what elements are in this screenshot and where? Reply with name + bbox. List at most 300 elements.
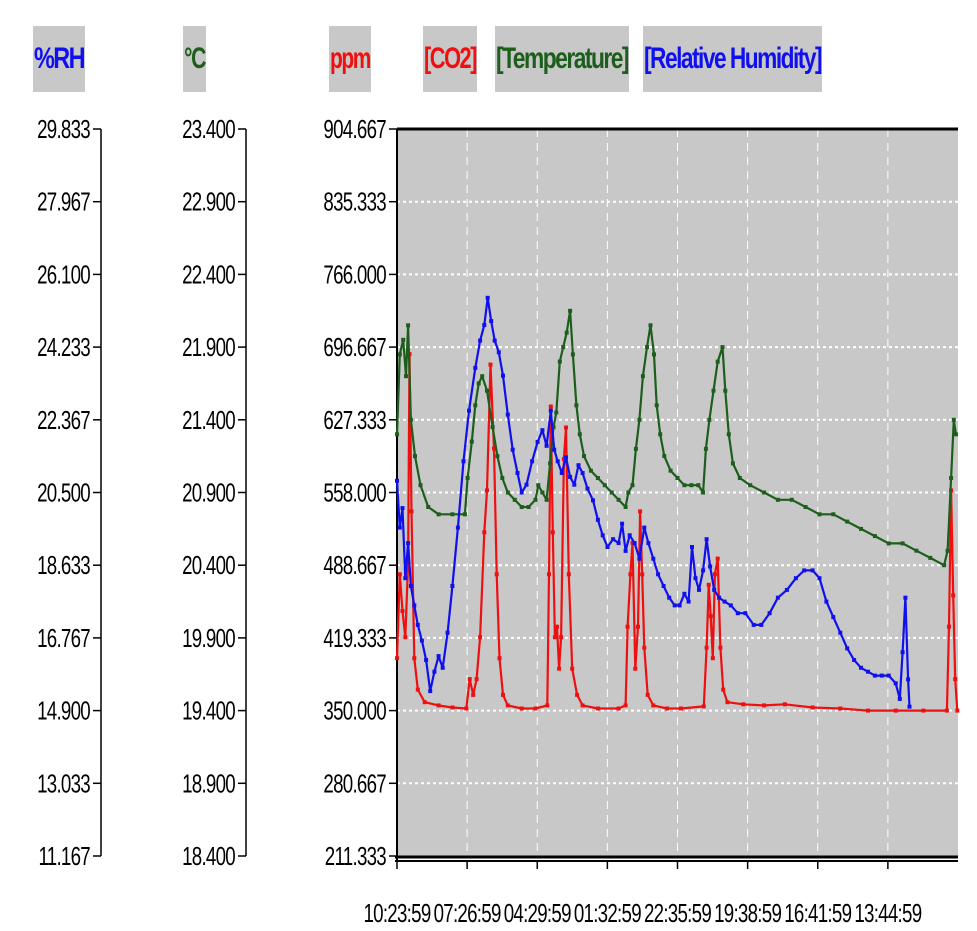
data-point bbox=[947, 625, 951, 629]
data-point bbox=[471, 693, 475, 697]
ppm-tick-label: 904.667 bbox=[323, 113, 386, 144]
data-point bbox=[946, 549, 950, 553]
data-point bbox=[567, 572, 571, 576]
data-point bbox=[575, 693, 579, 697]
data-point bbox=[419, 483, 423, 487]
data-point bbox=[536, 483, 540, 487]
legend-temperature: [Temperature] bbox=[495, 26, 629, 92]
data-point bbox=[548, 461, 552, 465]
ppm-tick-label: 350.000 bbox=[323, 695, 386, 726]
data-point bbox=[501, 693, 505, 697]
data-point bbox=[762, 491, 766, 495]
data-point bbox=[727, 432, 731, 436]
data-point bbox=[450, 512, 454, 516]
data-point bbox=[949, 476, 953, 480]
data-point bbox=[709, 614, 713, 618]
legend-co2: [CO2] bbox=[423, 26, 477, 92]
data-point bbox=[568, 309, 572, 313]
data-point bbox=[759, 623, 763, 627]
data-point bbox=[403, 576, 407, 580]
data-point bbox=[866, 709, 870, 713]
data-point bbox=[489, 363, 493, 367]
data-point bbox=[673, 603, 677, 607]
data-point bbox=[513, 498, 517, 502]
temp-tick-label: 23.400 bbox=[182, 113, 235, 144]
data-point bbox=[497, 350, 501, 354]
data-point bbox=[574, 403, 578, 407]
data-point bbox=[741, 702, 745, 706]
ppm-tick-label: 766.000 bbox=[323, 259, 386, 290]
data-point bbox=[705, 537, 709, 541]
rh-tick-label: 20.500 bbox=[37, 477, 90, 508]
data-point bbox=[716, 360, 720, 364]
data-point bbox=[441, 666, 445, 670]
data-point bbox=[570, 667, 574, 671]
data-point bbox=[545, 703, 549, 707]
data-point bbox=[482, 323, 486, 327]
data-point bbox=[880, 674, 884, 678]
data-point bbox=[729, 603, 733, 607]
x-tick-label: 16:41:59 bbox=[784, 897, 852, 928]
data-point bbox=[626, 625, 630, 629]
data-point bbox=[955, 709, 959, 713]
data-point bbox=[401, 506, 405, 510]
data-point bbox=[645, 345, 649, 349]
data-point bbox=[495, 454, 499, 458]
data-point bbox=[520, 505, 524, 509]
temp-tick-label: 18.400 bbox=[182, 840, 235, 871]
data-point bbox=[636, 625, 640, 629]
data-point bbox=[901, 650, 905, 654]
data-point bbox=[921, 709, 925, 713]
data-point bbox=[591, 498, 595, 502]
data-point bbox=[601, 533, 605, 537]
rh-tick-label: 13.033 bbox=[37, 768, 90, 799]
data-point bbox=[716, 557, 720, 561]
data-point bbox=[545, 444, 549, 448]
data-point bbox=[468, 677, 472, 681]
rh-tick-label: 29.833 bbox=[37, 113, 90, 144]
data-point bbox=[669, 469, 673, 473]
data-point bbox=[762, 703, 766, 707]
data-point bbox=[558, 360, 562, 364]
data-point bbox=[852, 658, 856, 662]
data-point bbox=[432, 670, 436, 674]
data-point bbox=[824, 600, 828, 604]
temp-tick-label: 22.900 bbox=[182, 186, 235, 217]
data-point bbox=[572, 483, 576, 487]
rh-tick-label: 27.967 bbox=[37, 186, 90, 217]
data-point bbox=[838, 707, 842, 711]
data-point bbox=[945, 709, 949, 713]
data-point bbox=[776, 498, 780, 502]
data-point bbox=[536, 440, 540, 444]
data-point bbox=[470, 440, 474, 444]
data-point bbox=[413, 454, 417, 458]
data-point bbox=[721, 345, 725, 349]
data-point bbox=[845, 646, 849, 650]
data-point bbox=[409, 584, 413, 588]
data-point bbox=[705, 646, 709, 650]
data-point bbox=[586, 487, 590, 491]
data-point bbox=[743, 611, 747, 615]
data-point bbox=[501, 374, 505, 378]
data-point bbox=[581, 703, 585, 707]
data-point bbox=[811, 568, 815, 572]
data-point bbox=[631, 483, 635, 487]
data-point bbox=[596, 707, 600, 711]
data-point bbox=[404, 374, 408, 378]
data-point bbox=[412, 656, 416, 660]
data-point bbox=[768, 611, 772, 615]
temp-tick-label: 20.900 bbox=[182, 477, 235, 508]
data-point bbox=[689, 483, 693, 487]
data-point bbox=[552, 448, 556, 452]
data-point bbox=[416, 623, 420, 627]
data-point bbox=[942, 563, 946, 567]
data-point bbox=[908, 705, 912, 709]
rh-tick-label: 22.367 bbox=[37, 404, 90, 435]
data-point bbox=[651, 703, 655, 707]
data-point bbox=[464, 707, 468, 711]
data-point bbox=[725, 700, 729, 704]
data-point bbox=[395, 656, 399, 660]
data-point bbox=[568, 475, 572, 479]
data-point bbox=[485, 389, 489, 393]
data-point bbox=[873, 674, 877, 678]
data-point bbox=[485, 488, 489, 492]
data-point bbox=[665, 707, 669, 711]
data-point bbox=[752, 623, 756, 627]
data-point bbox=[637, 418, 641, 422]
data-point bbox=[818, 512, 822, 516]
data-point bbox=[906, 677, 910, 681]
data-point bbox=[589, 469, 593, 473]
rh-tick-label: 26.100 bbox=[37, 259, 90, 290]
data-point bbox=[491, 425, 495, 429]
temp-tick-label: 22.400 bbox=[182, 259, 235, 290]
data-point bbox=[506, 491, 510, 495]
data-point bbox=[516, 471, 520, 475]
data-point bbox=[638, 509, 642, 513]
data-point bbox=[736, 611, 740, 615]
data-point bbox=[553, 635, 557, 639]
data-point bbox=[500, 476, 504, 480]
rh-tick-label: 14.900 bbox=[37, 695, 90, 726]
data-point bbox=[790, 498, 794, 502]
x-tick-label: 10:23:59 bbox=[363, 897, 431, 928]
data-point bbox=[525, 483, 529, 487]
data-point bbox=[667, 596, 671, 600]
data-point bbox=[477, 381, 481, 385]
data-point bbox=[420, 639, 424, 643]
data-point bbox=[478, 339, 482, 343]
x-tick-label: 01:32:59 bbox=[573, 897, 641, 928]
data-point bbox=[463, 512, 467, 516]
ppm-tick-label: 488.667 bbox=[323, 550, 386, 580]
x-tick-label: 07:26:59 bbox=[433, 897, 501, 928]
data-point bbox=[437, 654, 441, 658]
data-point bbox=[901, 541, 905, 545]
data-point bbox=[859, 666, 863, 670]
data-point bbox=[596, 518, 600, 522]
data-point bbox=[557, 667, 561, 671]
x-tick-label: 13:44:59 bbox=[854, 897, 922, 928]
x-tick-label: 04:29:59 bbox=[503, 897, 571, 928]
data-point bbox=[678, 603, 682, 607]
x-tick-label: 19:38:59 bbox=[714, 897, 782, 928]
data-point bbox=[610, 491, 614, 495]
data-point bbox=[495, 572, 499, 576]
data-point bbox=[628, 572, 632, 576]
data-point bbox=[446, 631, 450, 635]
rh-tick-label: 18.633 bbox=[37, 550, 90, 580]
data-point bbox=[554, 411, 558, 415]
data-point bbox=[398, 526, 402, 530]
data-point bbox=[473, 366, 477, 370]
rh-tick-label: 24.233 bbox=[37, 331, 90, 362]
data-point bbox=[723, 389, 727, 393]
data-point bbox=[559, 635, 563, 639]
data-point bbox=[951, 593, 955, 597]
data-point bbox=[475, 677, 479, 681]
data-point bbox=[694, 576, 698, 580]
data-point bbox=[624, 703, 628, 707]
data-point bbox=[662, 584, 666, 588]
temp-unit-label: °C bbox=[183, 26, 206, 92]
data-point bbox=[804, 505, 808, 509]
data-point bbox=[633, 541, 637, 545]
temp-tick-label: 18.900 bbox=[182, 768, 235, 799]
data-point bbox=[624, 505, 628, 509]
data-point bbox=[894, 681, 898, 685]
data-point bbox=[802, 568, 806, 572]
data-point bbox=[620, 522, 624, 526]
data-point bbox=[581, 471, 585, 475]
data-point bbox=[498, 656, 502, 660]
data-point bbox=[718, 646, 722, 650]
data-point bbox=[845, 520, 849, 524]
rh-tick-label: 11.167 bbox=[38, 840, 90, 871]
data-point bbox=[711, 656, 715, 660]
data-point bbox=[649, 323, 653, 327]
data-point bbox=[794, 576, 798, 580]
data-point bbox=[953, 677, 957, 681]
data-point bbox=[748, 483, 752, 487]
data-point bbox=[406, 541, 410, 545]
data-point bbox=[577, 463, 581, 467]
data-point bbox=[704, 447, 708, 451]
data-point bbox=[549, 405, 553, 409]
data-point bbox=[712, 588, 716, 592]
data-point bbox=[682, 483, 686, 487]
data-point bbox=[456, 526, 460, 530]
data-point bbox=[702, 704, 706, 708]
data-point bbox=[540, 491, 544, 495]
data-point bbox=[642, 646, 646, 650]
data-point bbox=[641, 374, 645, 378]
data-point bbox=[697, 588, 701, 592]
data-point bbox=[437, 512, 441, 516]
data-point bbox=[701, 491, 705, 495]
data-point bbox=[651, 557, 655, 561]
data-point bbox=[954, 432, 958, 436]
temp-tick-label: 21.900 bbox=[182, 331, 235, 362]
data-point bbox=[785, 588, 789, 592]
ppm-tick-label: 419.333 bbox=[323, 622, 386, 653]
data-point bbox=[731, 461, 735, 465]
data-point bbox=[551, 530, 555, 534]
data-point bbox=[520, 707, 524, 711]
data-point bbox=[547, 572, 551, 576]
data-point bbox=[687, 600, 691, 604]
data-point bbox=[489, 319, 493, 323]
data-point bbox=[838, 631, 842, 635]
data-point bbox=[701, 568, 705, 572]
data-point bbox=[482, 530, 486, 534]
data-point bbox=[426, 505, 430, 509]
data-point bbox=[637, 557, 641, 561]
data-point bbox=[564, 426, 568, 430]
ppm-tick-label: 558.000 bbox=[323, 477, 386, 508]
data-point bbox=[831, 512, 835, 516]
data-point bbox=[690, 545, 694, 549]
data-point bbox=[424, 658, 428, 662]
data-point bbox=[776, 596, 780, 600]
data-point bbox=[603, 483, 607, 487]
data-point bbox=[450, 706, 454, 710]
data-point bbox=[634, 447, 638, 451]
data-point bbox=[437, 703, 441, 707]
data-point bbox=[831, 615, 835, 619]
ppm-unit-label: ppm bbox=[329, 26, 371, 92]
data-point bbox=[534, 707, 538, 711]
ppm-tick-label: 696.667 bbox=[323, 331, 386, 362]
data-point bbox=[416, 688, 420, 692]
data-point bbox=[783, 702, 787, 706]
data-point bbox=[633, 667, 637, 671]
data-point bbox=[560, 471, 564, 475]
data-point bbox=[450, 584, 454, 588]
data-point bbox=[696, 483, 700, 487]
temp-tick-label: 20.400 bbox=[182, 550, 235, 580]
data-point bbox=[462, 459, 466, 463]
data-point bbox=[708, 565, 712, 569]
ppm-tick-label: 835.333 bbox=[323, 186, 386, 217]
data-point bbox=[423, 700, 427, 704]
data-point bbox=[467, 409, 471, 413]
data-point bbox=[466, 476, 470, 480]
data-point bbox=[617, 541, 621, 545]
temp-tick-label: 19.400 bbox=[182, 695, 235, 726]
data-point bbox=[540, 428, 544, 432]
data-point bbox=[398, 572, 402, 576]
data-point bbox=[564, 455, 568, 459]
data-point bbox=[717, 596, 721, 600]
data-point bbox=[646, 693, 650, 697]
data-point bbox=[410, 509, 414, 513]
data-point bbox=[903, 596, 907, 600]
data-point bbox=[527, 505, 531, 509]
data-point bbox=[412, 603, 416, 607]
data-point bbox=[646, 541, 650, 545]
x-tick-label: 22:35:59 bbox=[643, 897, 712, 928]
data-point bbox=[617, 498, 621, 502]
data-point bbox=[658, 432, 662, 436]
data-point bbox=[662, 454, 666, 458]
data-point bbox=[395, 479, 399, 483]
data-point bbox=[887, 541, 891, 545]
data-point bbox=[406, 323, 410, 327]
data-point bbox=[617, 707, 621, 711]
legend-relative-humidity: [Relative Humidity] bbox=[643, 26, 822, 92]
data-point bbox=[894, 709, 898, 713]
data-point bbox=[403, 635, 407, 639]
data-point bbox=[866, 670, 870, 674]
data-point bbox=[534, 498, 538, 502]
data-point bbox=[556, 459, 560, 463]
data-point bbox=[596, 476, 600, 480]
data-point bbox=[738, 476, 742, 480]
data-point bbox=[952, 418, 956, 422]
data-point bbox=[545, 498, 549, 502]
ppm-tick-label: 627.333 bbox=[323, 404, 386, 435]
data-point bbox=[511, 448, 515, 452]
ppm-tick-label: 211.333 bbox=[324, 840, 386, 871]
data-point bbox=[606, 545, 610, 549]
data-point bbox=[409, 418, 413, 422]
data-point bbox=[642, 526, 646, 530]
data-point bbox=[480, 374, 484, 378]
data-point bbox=[561, 345, 565, 349]
data-point bbox=[473, 403, 477, 407]
data-point bbox=[679, 707, 683, 711]
data-point bbox=[506, 703, 510, 707]
data-point bbox=[707, 418, 711, 422]
data-point bbox=[676, 476, 680, 480]
data-point bbox=[428, 689, 432, 693]
data-point bbox=[565, 331, 569, 335]
data-point bbox=[898, 697, 902, 701]
data-point bbox=[712, 389, 716, 393]
temp-tick-label: 19.900 bbox=[182, 622, 235, 653]
data-point bbox=[530, 459, 534, 463]
data-point bbox=[707, 583, 711, 587]
data-point bbox=[486, 296, 490, 300]
data-point bbox=[652, 352, 656, 356]
data-point bbox=[555, 625, 559, 629]
data-point bbox=[401, 609, 405, 613]
data-point bbox=[626, 491, 630, 495]
data-point bbox=[873, 534, 877, 538]
data-point bbox=[506, 413, 510, 417]
data-point bbox=[398, 352, 402, 356]
data-point bbox=[713, 572, 717, 576]
data-point bbox=[914, 549, 918, 553]
data-point bbox=[401, 338, 405, 342]
ppm-tick-label: 280.667 bbox=[323, 768, 386, 799]
data-point bbox=[928, 556, 932, 560]
data-point bbox=[395, 432, 399, 436]
data-point bbox=[478, 635, 482, 639]
data-point bbox=[655, 403, 659, 407]
data-point bbox=[811, 706, 815, 710]
data-point bbox=[721, 688, 725, 692]
data-point bbox=[656, 572, 660, 576]
data-point bbox=[859, 527, 863, 531]
data-point bbox=[628, 533, 632, 537]
data-point bbox=[493, 339, 497, 343]
